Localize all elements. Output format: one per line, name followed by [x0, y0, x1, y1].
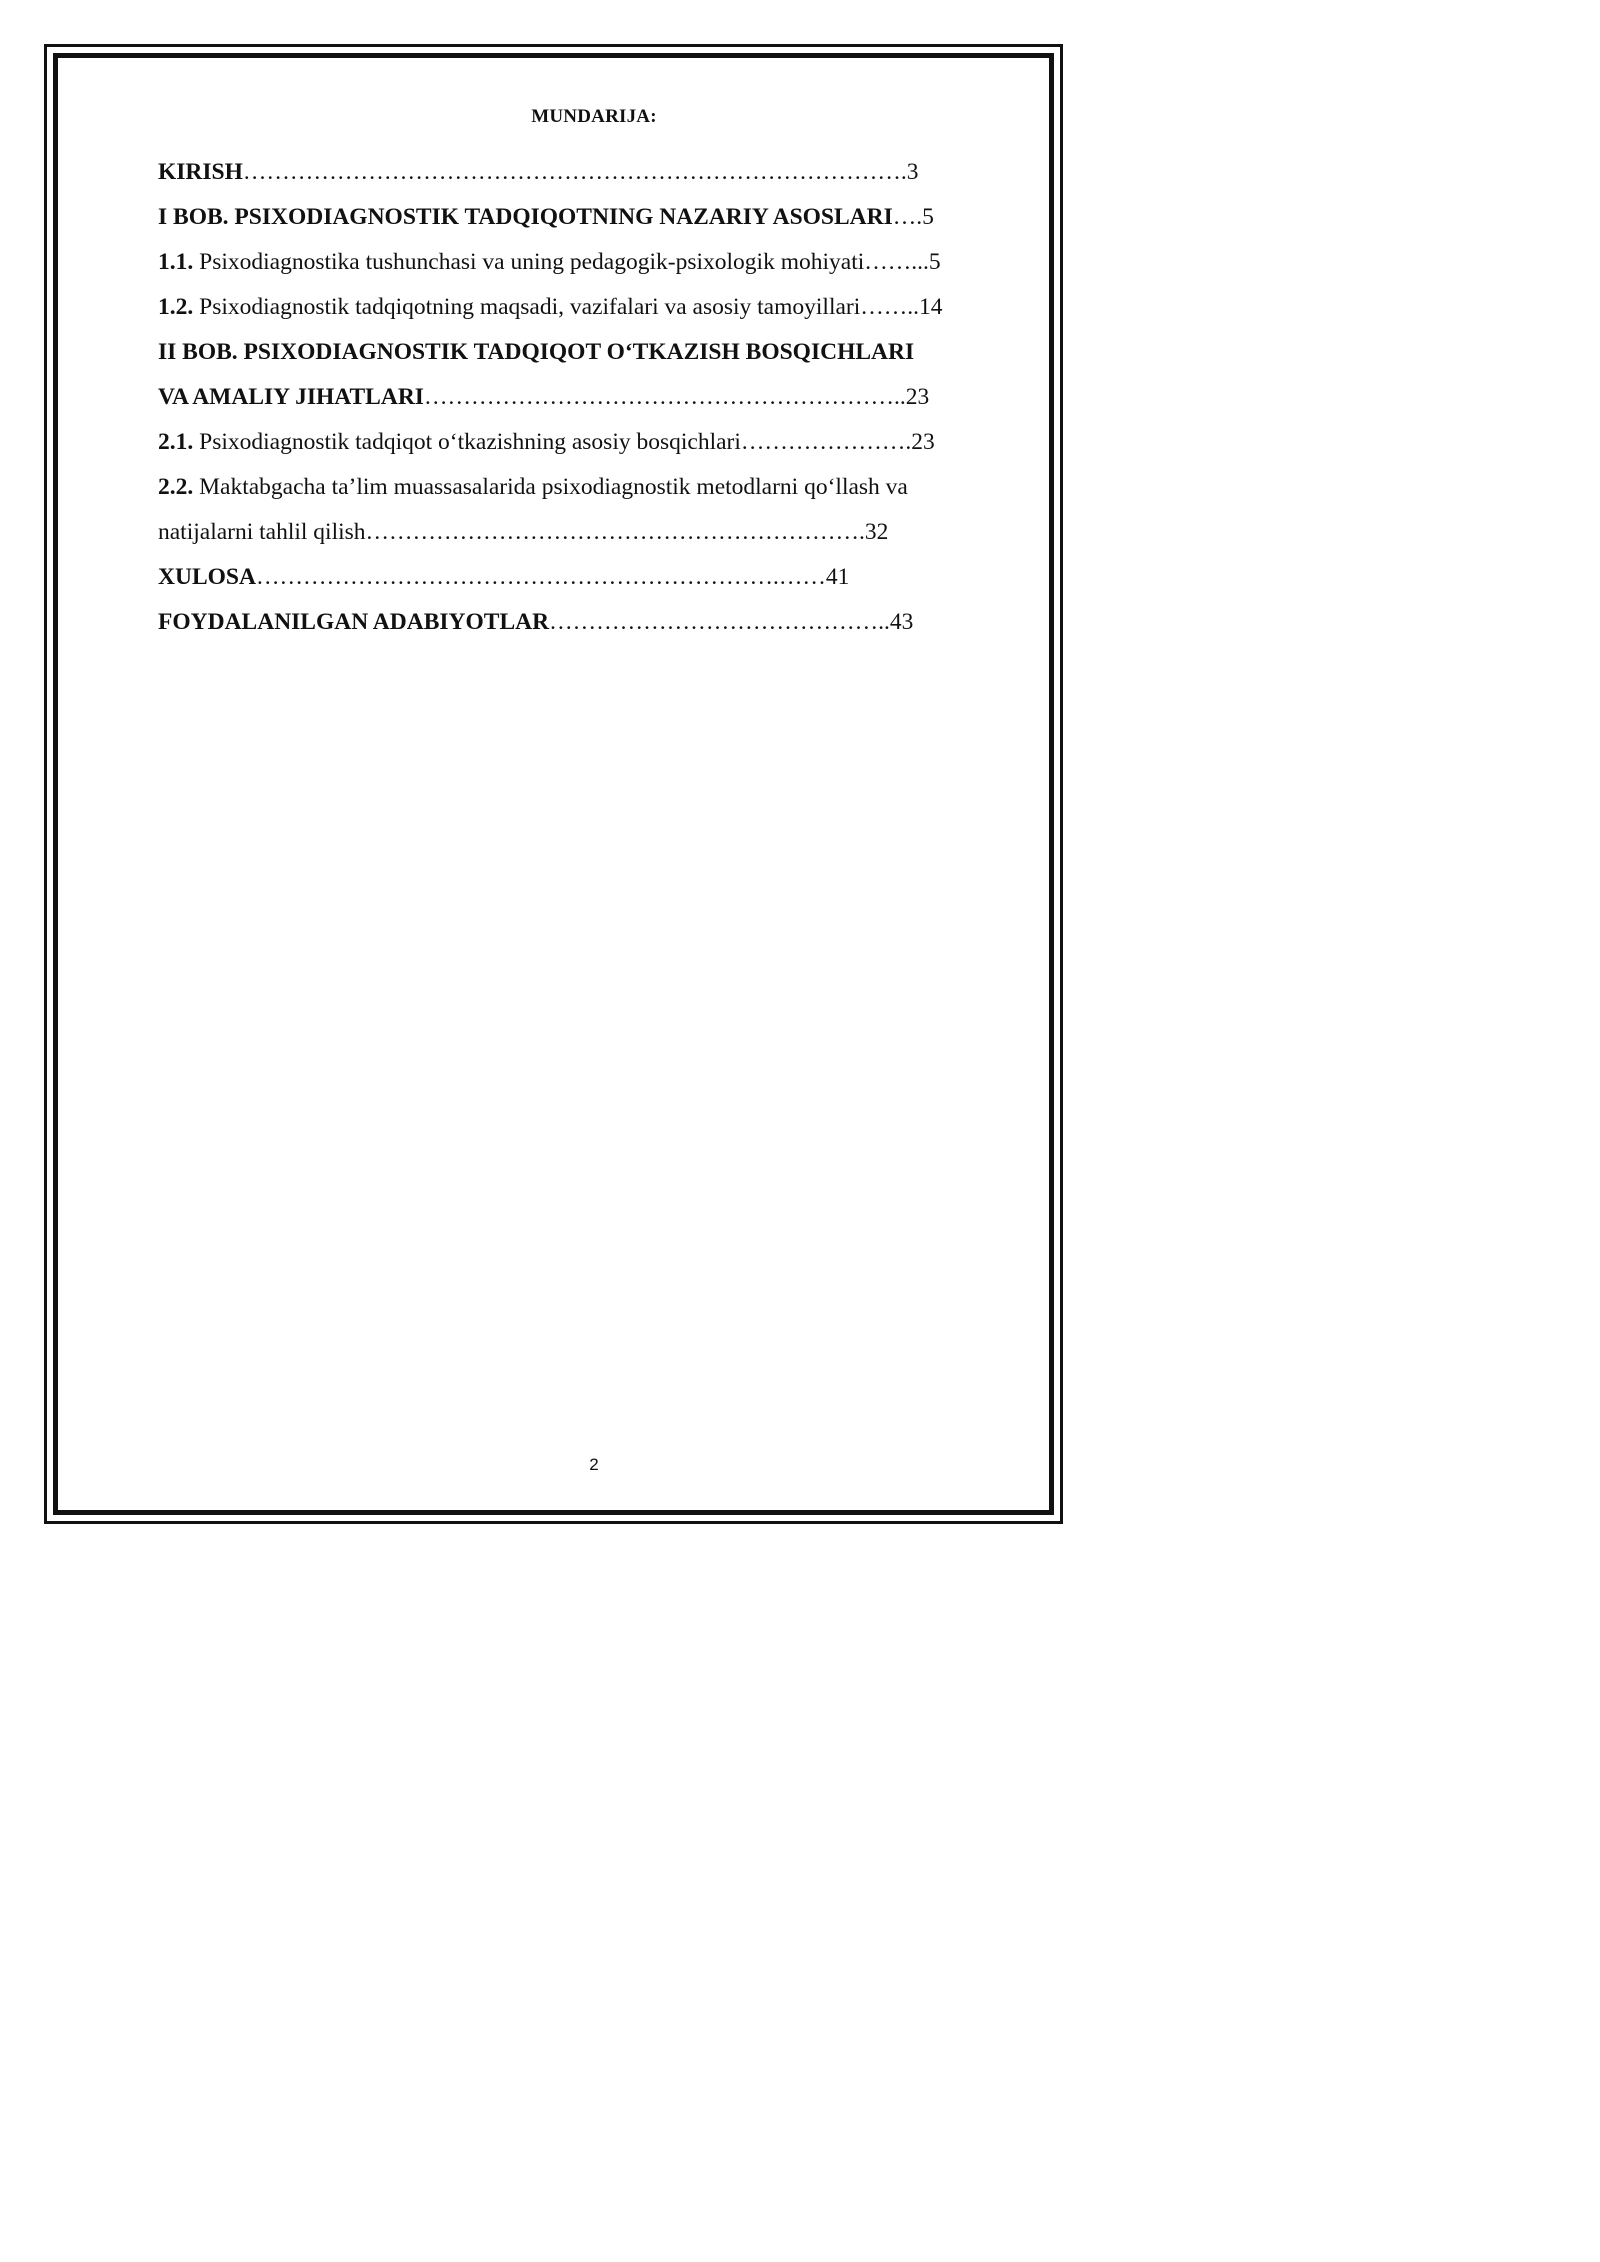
toc-page-number: 3	[906, 159, 919, 185]
toc-entry-chapter-2-line-2[interactable]	[158, 375, 1030, 420]
toc-page-number: 23	[905, 384, 930, 410]
toc-entry-section-2-1[interactable]	[158, 420, 1030, 465]
toc-entry-label: II BOB. PSIXODIAGNOSTIK TADQIQOT O‘TKAZISH BOSQICHLARI	[158, 339, 915, 365]
toc-leader: ………………………………………………………………………….	[242, 159, 907, 185]
toc-entry-label: Maktabgacha ta’lim muassasalarida psixodiagnostik metodlarni qo‘llash va	[193, 474, 908, 500]
toc-entry-label: FOYDALANILGAN ADABIYOTLAR	[158, 609, 550, 635]
toc-page-number: 5	[928, 249, 941, 275]
toc-page-number: 32	[864, 519, 889, 545]
table-of-contents	[158, 150, 1030, 645]
toc-page-number: 5	[922, 204, 934, 230]
toc-entry-label: VA AMALIY JIHATLARI	[158, 384, 424, 410]
toc-leader: ……………………………………..	[549, 609, 890, 635]
toc-entry-label: Psixodiagnostika tushunchasi va uning pedagogik-psixologik mohiyati	[193, 249, 865, 275]
toc-entry-section-2-2-line-1[interactable]	[158, 465, 1030, 510]
toc-section-number: 1.2.	[158, 294, 194, 320]
toc-leader: ……………………………………………………..	[423, 384, 906, 410]
toc-section-number: 2.1.	[158, 429, 194, 455]
toc-entry-section-1-2[interactable]	[158, 285, 1030, 330]
toc-page-number: 14	[919, 294, 943, 320]
page-number: 2	[589, 1455, 599, 1474]
toc-section-number: 2.2.	[158, 474, 194, 500]
toc-section-number: 1.1.	[158, 249, 194, 275]
toc-entry-label: I BOB. PSIXODIAGNOSTIK TADQIQOTNING NAZARIY ASOSLARI	[158, 204, 893, 230]
toc-entry-label: XULOSA	[158, 564, 256, 590]
toc-page-number: 23	[911, 429, 935, 455]
toc-page-number: 41	[825, 564, 850, 590]
toc-entry-xulosa[interactable]	[158, 555, 1030, 600]
toc-title: MUNDARIJA:	[531, 106, 657, 127]
toc-leader: ……..	[860, 294, 920, 320]
toc-page-number: 43	[889, 609, 914, 635]
toc-leader: ………………….	[740, 429, 912, 455]
toc-leader: ………………………………………………………….……	[255, 564, 826, 590]
toc-leader: ….	[892, 204, 923, 230]
toc-entry-label: natijalarni tahlil qilish	[158, 519, 366, 545]
toc-entry-label: Psixodiagnostik tadqiqot o‘tkazishning asosiy bosqichlari	[193, 429, 741, 455]
toc-entry-adabiyotlar[interactable]	[158, 600, 1030, 645]
toc-entry-kirish[interactable]	[158, 150, 1030, 195]
toc-entry-section-1-1[interactable]	[158, 240, 1030, 285]
toc-entry-label: KIRISH	[158, 159, 243, 185]
toc-leader: ……………………………………………………….	[365, 519, 865, 545]
toc-entry-section-2-2-line-2[interactable]	[158, 510, 1030, 555]
toc-entry-label: Psixodiagnostik tadqiqotning maqsadi, vazifalari va asosiy tamoyillari	[193, 294, 861, 320]
toc-entry-chapter-2-line-1[interactable]	[158, 330, 1030, 375]
toc-leader: ……...	[864, 249, 929, 275]
toc-entry-chapter-1[interactable]	[158, 195, 1030, 240]
